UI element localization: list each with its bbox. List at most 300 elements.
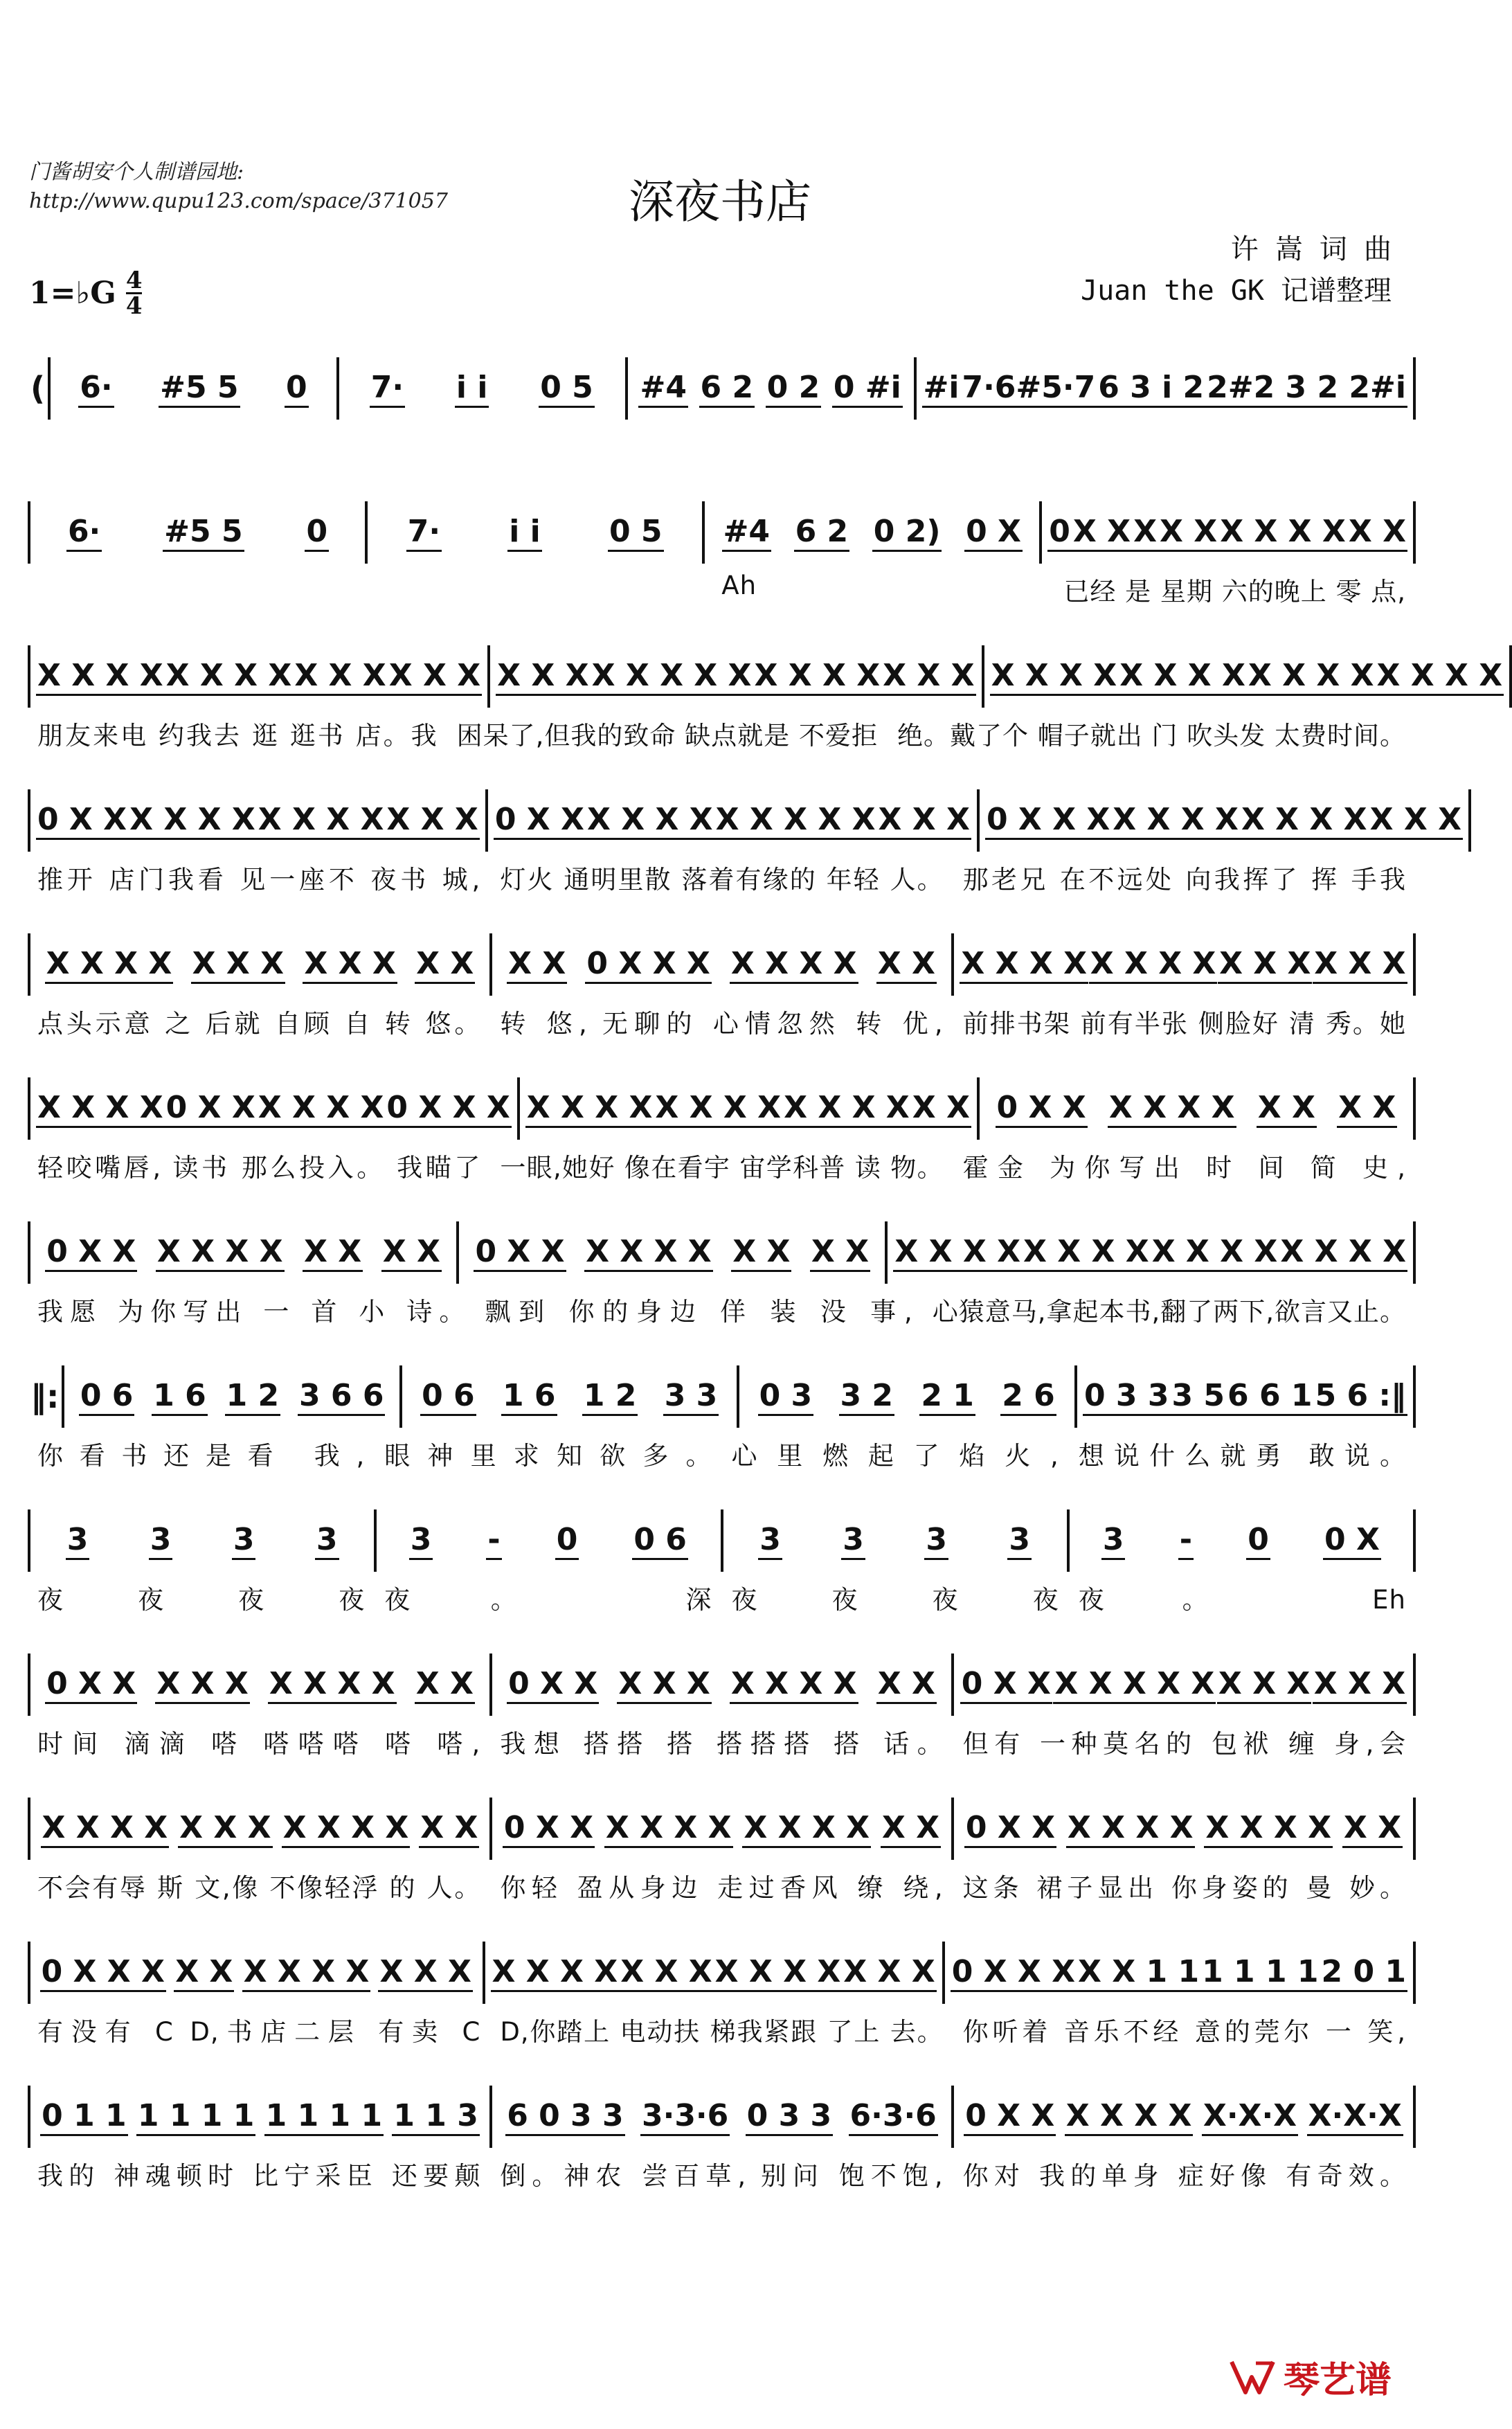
note-group: X X: [1342, 1810, 1403, 1848]
note-group: 6·3·6: [849, 2098, 938, 2136]
notes-line: [28, 1798, 1416, 1860]
score-system: [28, 771, 1462, 915]
note-group: 3: [924, 1522, 948, 1560]
score-system: [28, 2068, 1416, 2212]
lyric-segment: 前排书架 前有半张 侧脸好 清 秀。她: [962, 1009, 1406, 1039]
note-group: 0 X X X: [951, 1954, 1077, 1992]
measure: [1042, 501, 1416, 564]
note-group: X X X X: [1204, 1810, 1333, 1848]
composer-credit: 许 嵩 词 曲: [1230, 233, 1392, 265]
notes-line: [28, 645, 1503, 708]
lyric-segment: 转 悠, 无聊的 心情忽然 转 优,: [500, 1009, 944, 1039]
note-group: 0 6: [420, 1378, 476, 1416]
piano-key-logo-icon: [1228, 2356, 1277, 2398]
note-group: X X X X: [257, 1090, 386, 1128]
note-group: X X: [881, 1810, 941, 1848]
note-group: X X X X: [257, 802, 386, 840]
note-group: X X: [911, 1090, 971, 1128]
site-note-url[interactable]: http://www.qupu123.com/space/371057: [29, 189, 448, 213]
note-group: 3 5: [1170, 1378, 1226, 1416]
note-group: 0 2): [872, 514, 942, 552]
note-group: X X X X X: [714, 802, 877, 840]
note-group: 7·: [370, 370, 405, 408]
note-group: X X X: [842, 1954, 936, 1992]
key-signature: [29, 269, 142, 318]
note-group: X X X X: [242, 1954, 371, 1992]
lyric-segment: 夜 夜 夜 夜: [731, 1585, 1059, 1615]
note-group: X X: [419, 1810, 479, 1848]
note-group: X X: [1347, 514, 1407, 552]
note-group: X·X·X: [1307, 2098, 1403, 2136]
measure: [954, 1798, 1416, 1860]
note-group: 0 X X: [45, 1234, 137, 1272]
note-group: 3·3·6: [640, 2098, 730, 2136]
measure: [28, 1509, 377, 1572]
note-group: 0 X X: [474, 1234, 566, 1272]
note-group: 3: [149, 1522, 173, 1560]
time-top: 4: [125, 267, 143, 294]
measure: [917, 357, 1416, 420]
measure: [984, 645, 1512, 708]
measure: [980, 789, 1471, 852]
lyric-line: [28, 427, 1416, 464]
note-group: 3: [1101, 1522, 1126, 1560]
note-group: X X X X: [1247, 658, 1376, 696]
note-group: 0 #i: [832, 370, 903, 408]
lyric-segment: 那老兄 在不远处 向我挥了 挥 手我: [962, 865, 1406, 895]
note-group: X X: [1337, 1090, 1397, 1128]
note-group: X X X: [155, 1666, 249, 1704]
notes-line: [28, 357, 1416, 420]
measure: [28, 1077, 520, 1140]
lyric-segment: 我想 搭搭 搭 搭搭搭 搭 话。: [500, 1729, 944, 1759]
lyric-line: [28, 1435, 1416, 1472]
note-group: X·X·X: [1202, 2098, 1298, 2136]
logo-text: 琴艺谱: [1283, 2360, 1392, 2401]
lyric-line: [28, 859, 1416, 896]
lyric-line: [28, 715, 1416, 752]
note-group: 0 1 1: [40, 2098, 127, 2136]
note-group: X X X: [877, 802, 971, 840]
note-group: X X X X: [1065, 2098, 1194, 2136]
measure: [488, 789, 980, 852]
note-group: X X X X: [491, 1954, 620, 1992]
note-group: X X X X: [990, 658, 1119, 696]
note-group: X X X: [1217, 1666, 1311, 1704]
note-group: X X X X: [128, 802, 257, 840]
note-group: X X X X: [156, 1234, 285, 1272]
note-group: X X X X: [654, 1090, 782, 1128]
note-group: 2 6: [1000, 1378, 1056, 1416]
note-group: X X: [731, 1234, 791, 1272]
note-group: X X X X: [730, 1666, 858, 1704]
lyric-segment: [375, 427, 721, 464]
lyric-segment: [370, 571, 712, 608]
note-group: X X X X: [584, 1234, 713, 1272]
note-group: 0 X X: [503, 1810, 595, 1848]
song-title: 深夜书店: [629, 175, 811, 228]
score-system: [28, 1203, 1416, 1347]
score-system: [28, 483, 1416, 627]
notes-line: [28, 933, 1416, 996]
measure: [48, 357, 339, 420]
note-group: X X: [415, 1666, 475, 1704]
note-group: X X X X: [1066, 1810, 1195, 1848]
note-group: X X X X: [753, 658, 881, 696]
note-group: 0 X X: [964, 2098, 1056, 2136]
note-group: 0 X X: [507, 1666, 599, 1704]
note-group: X X X: [388, 658, 482, 696]
notes-line: [28, 1365, 1416, 1428]
measure: [888, 1221, 1416, 1284]
measure: [492, 1798, 954, 1860]
note-group: X X 1 1: [1077, 1954, 1200, 1992]
score-system: [28, 1347, 1416, 1491]
note-group: 0 5: [608, 514, 664, 552]
note-group: 6 0 3 3: [505, 2098, 624, 2136]
note-group: 0 3 3: [746, 2098, 833, 2136]
note-group: 3 2: [839, 1378, 895, 1416]
note-group: X X X: [1313, 946, 1407, 984]
brand-logo: [1228, 2351, 1392, 2403]
note-group: 3: [315, 1522, 339, 1560]
score-system: [28, 339, 1416, 483]
transcriber-credit: Juan the GK 记谱整理: [1081, 275, 1392, 307]
note-group: 3: [232, 1522, 256, 1560]
note-group: 7·: [406, 514, 442, 552]
measure: [492, 1653, 954, 1716]
note-group: #5 5: [159, 370, 240, 408]
note-group: X X X X: [1218, 514, 1347, 552]
notes-line: [28, 789, 1462, 852]
measure: [705, 501, 1042, 564]
note-group: 1 2: [582, 1378, 638, 1416]
note-group: 1 1 1 1: [136, 2098, 255, 2136]
measure: [520, 1077, 980, 1140]
measure: [980, 1077, 1416, 1140]
note-group: X X X X: [1376, 658, 1504, 696]
note-group: 0 X X X: [585, 946, 711, 984]
note-group: -: [486, 1522, 501, 1560]
measure: [28, 933, 492, 996]
measure: [28, 1221, 459, 1284]
measure: [492, 933, 954, 996]
note-group: X X X X X: [1053, 1666, 1216, 1704]
system-lead-mark: (: [30, 370, 46, 407]
note-group: 6 2: [699, 370, 755, 408]
measure: [28, 1942, 485, 2004]
lyric-line: [28, 1867, 1416, 1904]
note-group: 2 1: [919, 1378, 975, 1416]
note-group: X X X X: [525, 1090, 654, 1128]
lyric-segment: 夜。 Eh: [1078, 1585, 1406, 1615]
note-group: 1 6: [152, 1378, 208, 1416]
lyric-segment: 飘到 你的身边 佯 装 没 事,: [485, 1297, 913, 1327]
lyric-line: [28, 2011, 1416, 2048]
lyric-segment: 霍金 为你写出 时 间 简 史,: [962, 1153, 1406, 1183]
score-system: [28, 1780, 1416, 1924]
lyric-segment: 时间 滴滴 嗒 嗒嗒嗒 嗒 嗒,: [37, 1729, 481, 1759]
score-system: [28, 1491, 1416, 1635]
measure: [1077, 1365, 1416, 1428]
note-group: 5 6 :‖: [1314, 1378, 1407, 1416]
lyric-segment: 但有 一种莫名的 包袱 缠 身,会: [962, 1729, 1406, 1759]
note-group: X X X X: [36, 658, 165, 696]
note-group: X X X X: [1108, 1090, 1236, 1128]
measure: [954, 933, 1416, 996]
note-group: 2 0 1: [1320, 1954, 1407, 1992]
note-group: 0 5: [539, 370, 595, 408]
lyric-segment: 有没有 C D,书店二层 有卖 C: [37, 2017, 481, 2047]
note-group: 0: [1047, 514, 1072, 552]
note-group: 0: [555, 1522, 579, 1560]
note-group: X X: [303, 1234, 363, 1272]
note-group: 3: [1007, 1522, 1032, 1560]
measure: [459, 1221, 888, 1284]
score-system: [28, 627, 1503, 771]
lyric-segment: 推开 店门我看 见一座不 夜书 城,: [37, 865, 481, 895]
measure: [28, 1653, 492, 1716]
note-group: X X X X: [1089, 946, 1218, 984]
note-group: 0 X X: [964, 1810, 1056, 1848]
lyric-segment: 心里燃起了焰火,: [731, 1441, 1059, 1471]
note-group: 0 3: [758, 1378, 814, 1416]
note-group: X X X X: [45, 946, 174, 984]
note-group: X X: [876, 1666, 937, 1704]
lyric-segment: 已经 是 星期 六的晚上 零 点,: [1063, 577, 1406, 607]
note-group: X X X: [378, 1954, 472, 1992]
note-group: X X X X: [1151, 1234, 1279, 1272]
note-group: X X X X: [714, 1954, 843, 1992]
score-system: [28, 1924, 1416, 2068]
note-group: X X X X: [1240, 802, 1369, 840]
note-group: X X X X: [586, 802, 714, 840]
note-group: X X: [876, 946, 937, 984]
lyric-segment: 困呆了,但我的致命 缺点就是 不爱拒: [456, 721, 878, 751]
note-group: X X: [1257, 1090, 1317, 1128]
measure: [377, 1509, 723, 1572]
measure: [28, 2086, 492, 2148]
lyric-segment: 这条 裙子显出 你身姿的 曼 妙。: [962, 1873, 1406, 1903]
note-group: -: [1178, 1522, 1194, 1560]
score-body: [28, 339, 1503, 2212]
note-group: X X X X: [268, 1666, 397, 1704]
lyric-segment: 你轻 盈从身边 走过香风 缭 绕,: [500, 1873, 944, 1903]
note-group: X X: [174, 1954, 234, 1992]
lyric-segment: [28, 427, 375, 464]
lyric-line: [28, 1003, 1416, 1040]
measure: [339, 357, 628, 420]
note-group: X X: [507, 946, 567, 984]
lyric-segment: 灯火 通明里散 落着有缘的 年轻 人。: [500, 865, 944, 895]
measure: [368, 501, 705, 564]
note-group: X X X X: [282, 1810, 411, 1848]
lyric-segment: [1069, 427, 1416, 464]
lyric-line: [28, 1723, 1416, 1760]
lyric-segment: 夜。 深: [384, 1585, 712, 1615]
note-group: 2#2 3 2 2#i: [1205, 370, 1407, 408]
note-group: X X X X: [1022, 1234, 1151, 1272]
notes-line: [28, 2086, 1416, 2148]
notes-line: [28, 1942, 1416, 2004]
lyric-segment: 点头示意 之 后就 自顾 自 转 悠。: [37, 1009, 481, 1039]
measure: [28, 645, 490, 708]
note-group: X X X X: [742, 1810, 871, 1848]
lyric-segment: Ah: [721, 571, 757, 600]
note-group: 0 X X: [996, 1090, 1088, 1128]
note-group: 0 2: [766, 370, 822, 408]
site-note-line1: 门酱胡安个人制谱园地:: [29, 160, 244, 184]
note-group: #i: [922, 370, 961, 408]
score-system: [28, 915, 1416, 1059]
note-group: 0 X X X: [40, 1954, 166, 1992]
note-group: X X X: [303, 946, 397, 984]
note-group: 3: [66, 1522, 90, 1560]
note-group: X X X X: [960, 946, 1088, 984]
lyric-segment: D,你踏上 电动扶 梯我紧跟 了上 去。: [500, 2017, 944, 2047]
note-group: #5 5: [163, 514, 244, 552]
note-group: 3 6 6: [298, 1378, 385, 1416]
lyric-segment: 心猿意马,拿起本书,翻了两下,欲言又止。: [932, 1297, 1407, 1327]
note-group: #4: [638, 370, 687, 408]
notes-line: [28, 501, 1416, 564]
key-label: 1=♭G: [29, 276, 116, 311]
lyric-segment: [28, 571, 370, 608]
lyric-segment: [722, 427, 1069, 464]
note-group: i i: [455, 370, 489, 408]
lyric-segment: 你对 我的单身 症好像 有奇效。: [962, 2161, 1406, 2191]
note-group: #4: [722, 514, 771, 552]
note-group: X X X: [293, 658, 387, 696]
note-group: X X X X: [1111, 802, 1240, 840]
note-group: 3 3: [663, 1378, 719, 1416]
note-group: X X: [1072, 514, 1132, 552]
note-group: 1 2: [225, 1378, 281, 1416]
note-group: 0 X X: [165, 1090, 257, 1128]
note-group: 0 6: [79, 1378, 135, 1416]
note-group: X X X: [385, 802, 479, 840]
measure: [954, 2086, 1416, 2148]
lyric-segment: 一眼,她好 像在看宇 宙学科普 读 物。: [500, 1153, 944, 1183]
measure: [723, 1509, 1070, 1572]
note-group: X X X X: [1118, 658, 1247, 696]
credits: [1081, 228, 1392, 312]
note-group: 3: [409, 1522, 433, 1560]
note-group: 0 X: [964, 514, 1023, 552]
time-signature: [126, 269, 143, 318]
measure: [492, 2086, 954, 2148]
note-group: X X: [1158, 514, 1218, 552]
note-group: 1 1 1 1: [1200, 1954, 1320, 1992]
lyric-segment: 眼神里求知欲多。: [384, 1441, 712, 1471]
note-group: X X: [415, 946, 475, 984]
note-group: X X X X: [782, 1090, 911, 1128]
note-group: 0: [1246, 1522, 1270, 1560]
measure: [485, 1942, 945, 2004]
note-group: X X X: [1218, 946, 1312, 984]
measure: [954, 1653, 1416, 1716]
lyric-segment: 朋友来电 约我去 逛 逛书 店。我: [37, 721, 438, 751]
notes-line: [28, 1221, 1416, 1284]
note-group: 0 X X: [36, 802, 128, 840]
lyric-segment: 我的 神魂顿时 比宁采臣 还要颠: [37, 2161, 481, 2191]
lyric-segment: 轻咬嘴唇, 读书 那么投入。 我瞄了: [37, 1153, 481, 1183]
note-group: X X: [381, 1234, 442, 1272]
measure: [628, 357, 917, 420]
lyric-segment: 我愿 为你写出 一 首 小 诗。: [37, 1297, 466, 1327]
measure: [28, 501, 368, 564]
note-group: X X X X: [1279, 1234, 1407, 1272]
note-group: 1 1 1 1: [264, 2098, 384, 2136]
note-group: 0: [285, 370, 309, 408]
note-group: 6 6 1: [1226, 1378, 1313, 1416]
score-system: [28, 1635, 1416, 1780]
note-group: 0 X X: [494, 802, 586, 840]
note-group: 3: [841, 1522, 865, 1560]
note-group: X X X X X: [591, 658, 753, 696]
note-group: 0 3 3: [1083, 1378, 1170, 1416]
measure: [28, 1798, 492, 1860]
note-group: 6 3 i 2: [1097, 370, 1205, 408]
note-group: 1 1 3: [392, 2098, 479, 2136]
system-lead-mark: ‖:: [30, 1378, 60, 1415]
lyric-segment: 你听着 音乐不经 意的莞尔 一 笑,: [962, 2017, 1406, 2047]
measure: [739, 1365, 1077, 1428]
note-group: 1 6: [501, 1378, 557, 1416]
note-group: X X X: [178, 1810, 272, 1848]
time-bottom: 4: [125, 292, 143, 320]
lyric-segment: 绝。戴了个 帽子就出 门 吹头发 太费时间。: [897, 721, 1406, 751]
note-group: X X X X: [893, 1234, 1022, 1272]
note-group: X X: [810, 1234, 870, 1272]
measure: [490, 645, 984, 708]
lyric-segment: 你看书还是看 我,: [37, 1441, 366, 1471]
notes-line: [28, 1077, 1416, 1140]
notes-line: [28, 1509, 1416, 1572]
lyric-line: [28, 1579, 1416, 1616]
measure: [945, 1942, 1416, 2004]
notes-line: [28, 1653, 1416, 1716]
note-group: 0: [305, 514, 329, 552]
note-group: 3: [758, 1522, 782, 1560]
note-group: X X X X: [604, 1810, 733, 1848]
score-system: [28, 1059, 1416, 1203]
note-group: 6·: [66, 514, 102, 552]
lyric-line: [28, 2155, 1416, 2192]
lyric-segment: 倒。神农 尝百草, 别问 饱不饱,: [500, 2161, 944, 2191]
note-group: X X X: [496, 658, 590, 696]
lyric-segment: 想说什么就勇 敢说。: [1078, 1441, 1406, 1471]
note-group: X X X X: [730, 946, 858, 984]
note-group: 7·6#5·7: [960, 370, 1097, 408]
note-group: 0 6: [632, 1522, 688, 1560]
measure: [1070, 1509, 1416, 1572]
note-group: X X X X: [36, 1090, 165, 1128]
note-group: X X X: [619, 1954, 713, 1992]
note-group: X X X: [1313, 1666, 1407, 1704]
lyric-segment: 不会有辱 斯 文,像 不像轻浮 的 人。: [37, 1873, 481, 1903]
note-group: X X X: [617, 1666, 711, 1704]
note-group: X X X: [881, 658, 975, 696]
note-group: X X X X: [41, 1810, 170, 1848]
note-group: 0 X: [1323, 1522, 1381, 1560]
note-group: i i: [507, 514, 541, 552]
note-group: 6·: [78, 370, 114, 408]
lyric-segment: 夜 夜 夜 夜: [37, 1585, 366, 1615]
note-group: X X X: [1369, 802, 1463, 840]
note-group: 0 X X X: [385, 1090, 511, 1128]
note-group: 0 X X: [960, 1666, 1052, 1704]
